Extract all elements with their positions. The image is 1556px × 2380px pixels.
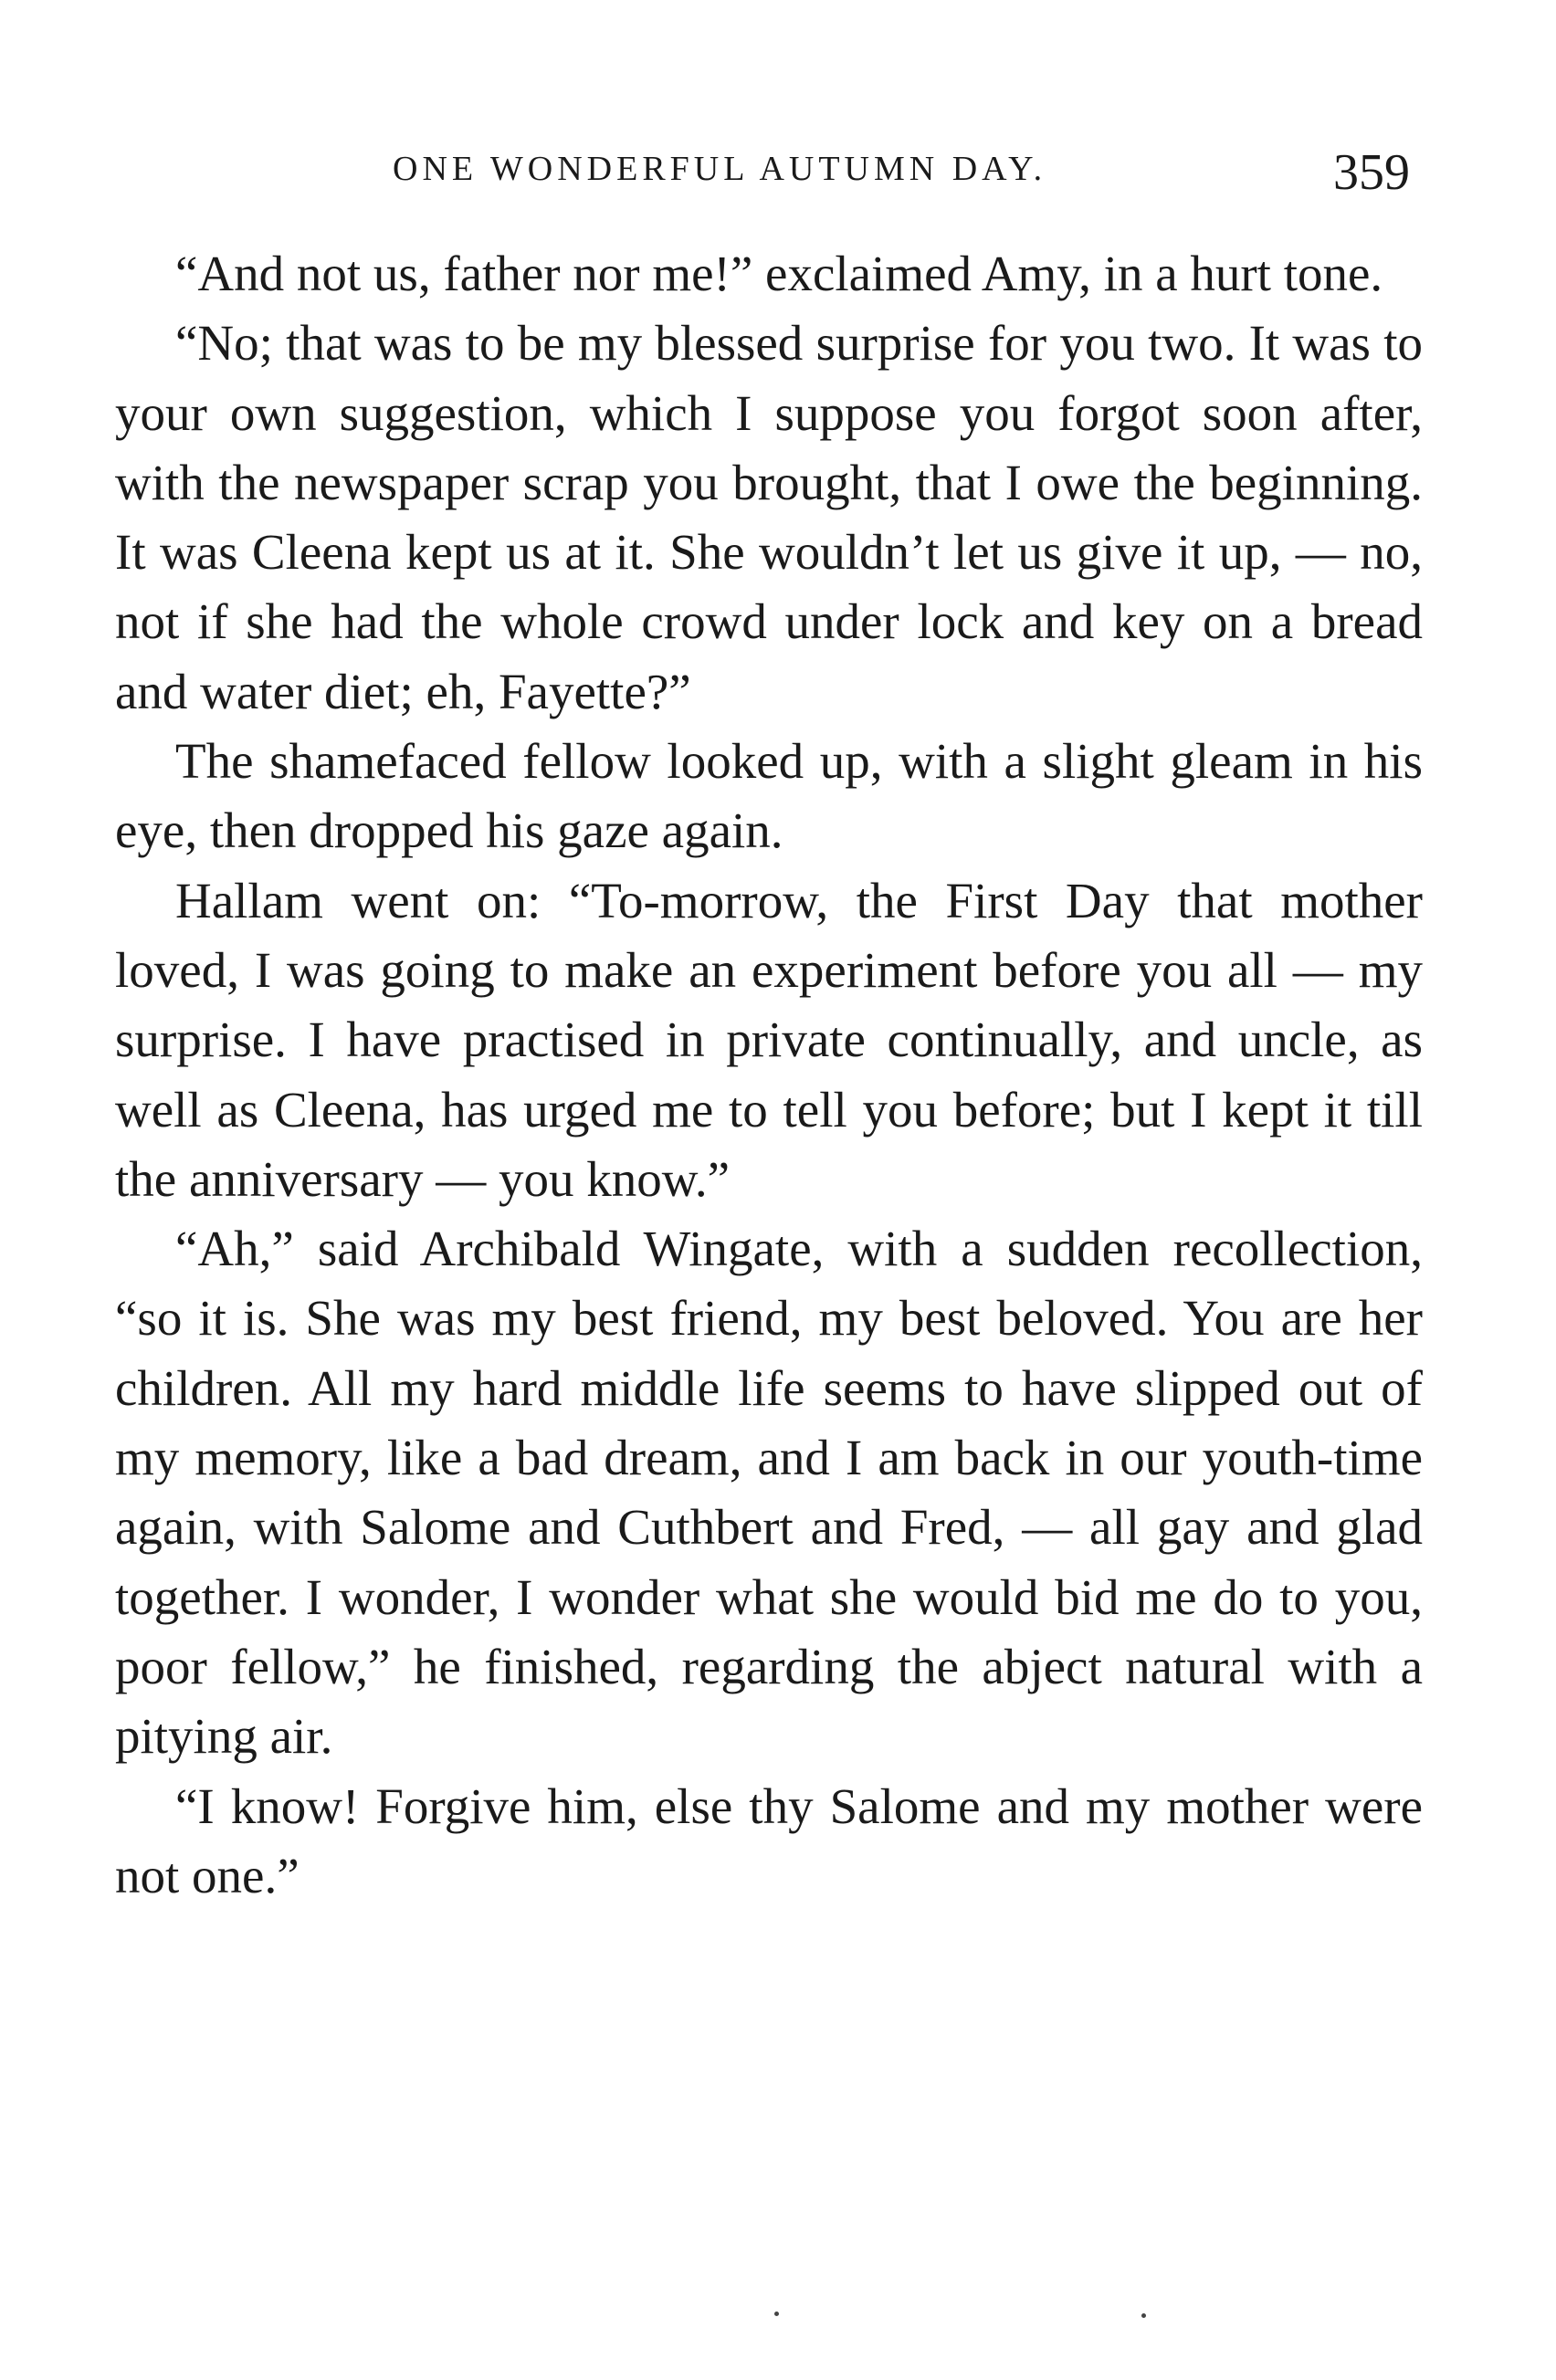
- speck: [1141, 2313, 1146, 2318]
- paragraph: Hallam went on: “To-morrow, the First Day that mother loved, I was going to make an experiment before you all — my surprise. I have practised in private continually, and uncle, as well as Cleena, has urged me to tell you before; but I kept it till the anniversary — you know.”: [115, 872, 1423, 1207]
- paragraph: “And not us, father nor me!” exclaimed Amy, in a hurt tone.: [175, 246, 1383, 301]
- paragraph: “Ah,” said Archibald Wingate, with a sudden recollection, “so it is. She was my best friend, my best beloved. You are her children. All my hard middle life seems to have slipped out of my memory, like a bad dream, and I am back in our youth-time again, with Salome and Cuthbert and Fred, — all gay and glad together. I wonder, I wonder what she would bid me do to you, poor fellow,” he finished, regarding the abject natural with a pitying air.: [115, 1221, 1423, 1765]
- speck: [774, 2312, 779, 2316]
- paragraph: “I know! Forgive him, else thy Salome and my mother were not one.”: [115, 1777, 1423, 1903]
- body-text: [115, 239, 1423, 1911]
- page-header: [0, 137, 1556, 201]
- running-title: ONE WONDERFUL AUTUMN DAY.: [393, 150, 1047, 188]
- paragraph: The shamefaced fellow looked up, with a slight gleam in his eye, then dropped his gaze again.: [115, 733, 1423, 859]
- page-number: 359: [1333, 144, 1410, 201]
- print-specks: [0, 2310, 1556, 2319]
- paragraph: “No; that was to be my blessed surprise for you two. It was to your own suggestion, which I suppose you forgot soon after, with the newspaper scrap you brought, that I owe the beginning. It was Cleena kept us at it. She wouldn’t let us give it up, — no, not if she had the whole crowd under lock and key on a bread and water diet; eh, Fayette?”: [115, 315, 1423, 719]
